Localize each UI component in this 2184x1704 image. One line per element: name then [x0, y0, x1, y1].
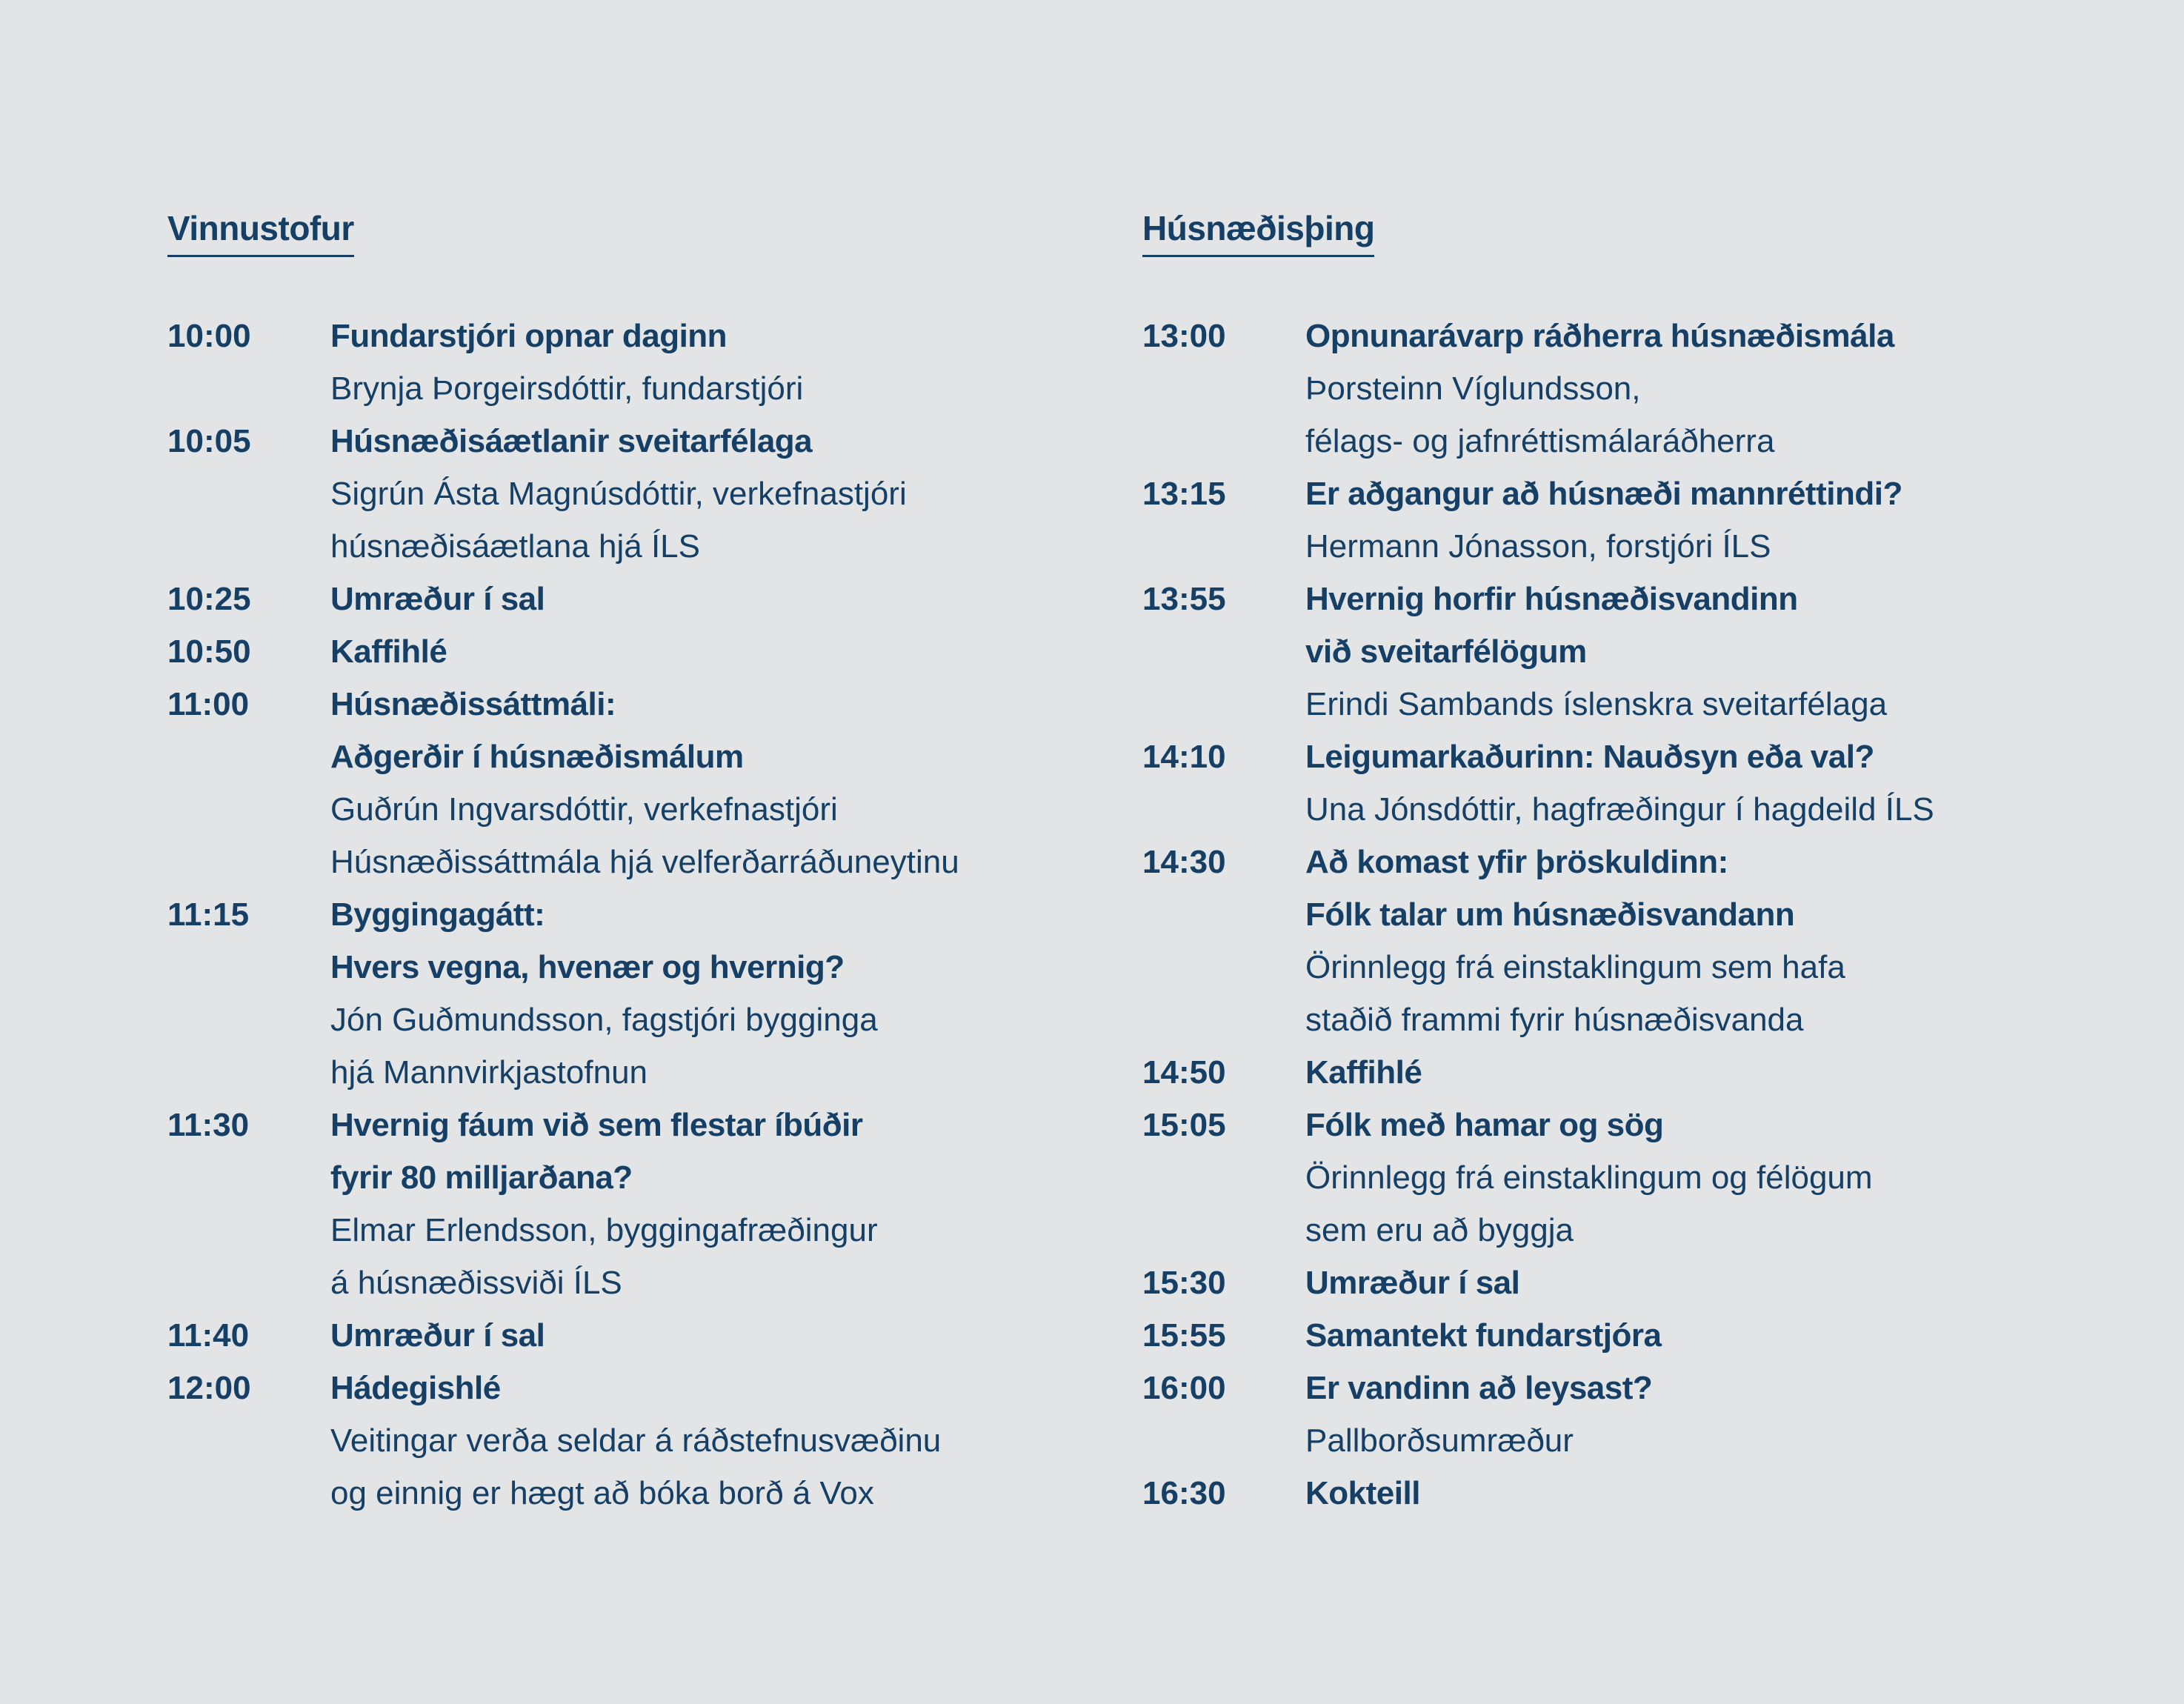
session-title-line: Hvernig horfir húsnæðisvandinn [1305, 581, 1798, 617]
schedule-content [1305, 1309, 2105, 1362]
schedule-time: 15:55 [1142, 1317, 1226, 1354]
schedule-content [330, 1362, 1086, 1520]
schedule-item [1142, 1467, 2105, 1520]
session-title-line: Byggingagátt: [330, 896, 545, 933]
schedule-content [1305, 1467, 2105, 1520]
schedule-item [1142, 1309, 2105, 1362]
session-title-line: Hvers vegna, hvenær og hvernig? [330, 949, 845, 985]
schedule-time: 12:00 [167, 1370, 251, 1406]
schedule-content [330, 678, 1086, 888]
session-speaker-line: húsnæðisáætlana hjá ÍLS [330, 528, 700, 565]
schedule-time: 16:00 [1142, 1370, 1226, 1406]
session-title-line: Kaffihlé [1305, 1054, 1422, 1091]
schedule-content [330, 1309, 1086, 1362]
session-speaker-line: Þorsteinn Víglundsson, [1305, 370, 1641, 407]
session-speaker-line: Elmar Erlendsson, byggingafræðingur [330, 1212, 878, 1248]
schedule-time: 10:50 [167, 633, 251, 670]
session-title-line: við sveitarfélögum [1305, 633, 1587, 670]
session-title-line: Umræður í sal [330, 581, 545, 617]
schedule-item [167, 310, 1086, 415]
schedule-content [330, 625, 1086, 678]
session-title-line: Samantekt fundarstjóra [1305, 1317, 1662, 1354]
schedule-content [1305, 467, 2105, 573]
session-speaker-line: Sigrún Ásta Magnúsdóttir, verkefnastjóri [330, 476, 907, 512]
schedule-list [167, 310, 1086, 1520]
schedule-item [1142, 1362, 2105, 1467]
schedule-content [330, 415, 1086, 573]
session-title-line: Hádegishlé [330, 1370, 501, 1406]
schedule-item [167, 1099, 1086, 1309]
schedule-content [1305, 836, 2105, 1046]
session-speaker-line: Veitingar verða seldar á ráðstefnusvæðinu [330, 1422, 942, 1459]
schedule-time: 10:00 [167, 318, 251, 354]
session-speaker-line: Hermann Jónasson, forstjóri ÍLS [1305, 528, 1771, 565]
session-title-line: Aðgerðir í húsnæðismálum [330, 739, 744, 775]
schedule-item [1142, 467, 2105, 573]
session-speaker-line: Brynja Þorgeirsdóttir, fundarstjóri [330, 370, 804, 407]
schedule-content [330, 888, 1086, 1099]
session-speaker-line: Guðrún Ingvarsdóttir, verkefnastjóri [330, 791, 838, 828]
schedule-time: 11:30 [167, 1107, 250, 1143]
schedule-time: 13:00 [1142, 318, 1226, 354]
schedule-time: 14:30 [1142, 844, 1226, 880]
schedule-item [167, 573, 1086, 625]
schedule-item [1142, 1046, 2105, 1099]
schedule-item [1142, 310, 2105, 467]
session-speaker-line: á húsnæðissviði ÍLS [330, 1265, 622, 1301]
session-speaker-line: Una Jónsdóttir, hagfræðingur í hagdeild ÍLS [1305, 791, 1934, 828]
schedule-list [1142, 310, 2105, 1520]
schedule-content [1305, 730, 2105, 836]
schedule-item [167, 415, 1086, 573]
session-title-line: Að komast yfir þröskuldinn: [1305, 844, 1728, 880]
schedule-item [167, 678, 1086, 888]
schedule-time: 13:15 [1142, 476, 1226, 512]
schedule-item [167, 1309, 1086, 1362]
session-speaker-line: hjá Mannvirkjastofnun [330, 1054, 648, 1091]
session-title-line: Húsnæðisáætlanir sveitarfélaga [330, 423, 813, 459]
session-title-line: Leigumarkaðurinn: Nauðsyn eða val? [1305, 739, 1874, 775]
session-title-line: Kokteill [1305, 1475, 1420, 1511]
schedule-time: 14:10 [1142, 739, 1226, 775]
schedule-time: 11:15 [167, 896, 250, 933]
session-speaker-line: Örinnlegg frá einstaklingum sem hafa [1305, 949, 1845, 985]
schedule-time: 10:25 [167, 581, 251, 617]
schedule-item [1142, 1257, 2105, 1309]
session-speaker-line: Pallborðsumræður [1305, 1422, 1574, 1459]
session-speaker-line: Örinnlegg frá einstaklingum og félögum [1305, 1159, 1873, 1196]
schedule-time: 15:05 [1142, 1107, 1226, 1143]
session-title-line: Fólk talar um húsnæðisvandann [1305, 896, 1795, 933]
session-title-line: Fólk með hamar og sög [1305, 1107, 1664, 1143]
section-heading: Húsnæðisþing [1142, 204, 1374, 257]
schedule-item [167, 888, 1086, 1099]
schedule-item [1142, 836, 2105, 1046]
session-title-line: Hvernig fáum við sem flestar íbúðir [330, 1107, 863, 1143]
section-heading: Vinnustofur [167, 204, 354, 257]
schedule-content [330, 1099, 1086, 1309]
schedule-time: 11:40 [167, 1317, 250, 1354]
session-speaker-line: sem eru að byggja [1305, 1212, 1574, 1248]
schedule-time: 13:55 [1142, 581, 1226, 617]
schedule-item [1142, 1099, 2105, 1257]
session-title-line: Kaffihlé [330, 633, 447, 670]
session-title-line: Er vandinn að leysast? [1305, 1370, 1653, 1406]
schedule-item [1142, 730, 2105, 836]
session-title-line: fyrir 80 milljarðana? [330, 1159, 633, 1196]
session-speaker-line: Erindi Sambands íslenskra sveitarfélaga [1305, 686, 1888, 722]
schedule-content [1305, 1099, 2105, 1257]
schedule-item [167, 625, 1086, 678]
schedule-content [330, 310, 1086, 415]
schedule-item [167, 1362, 1086, 1520]
schedule-content [1305, 310, 2105, 467]
session-title-line: Umræður í sal [1305, 1265, 1520, 1301]
schedule-time: 16:30 [1142, 1475, 1226, 1511]
session-title-line: Húsnæðissáttmáli: [330, 686, 616, 722]
schedule-content [330, 573, 1086, 625]
schedule-time: 11:00 [167, 686, 250, 722]
session-title-line: Fundarstjóri opnar daginn [330, 318, 728, 354]
session-speaker-line: og einnig er hægt að bóka borð á Vox [330, 1475, 874, 1511]
session-speaker-line: Jón Guðmundsson, fagstjóri bygginga [330, 1002, 878, 1038]
session-speaker-line: Húsnæðissáttmála hjá velferðarráðuneytinu [330, 844, 959, 880]
schedule-time: 14:50 [1142, 1054, 1226, 1091]
schedule-content [1305, 1046, 2105, 1099]
session-title-line: Opnunarávarp ráðherra húsnæðismála [1305, 318, 1894, 354]
schedule-content [1305, 1362, 2105, 1467]
schedule-time: 15:30 [1142, 1265, 1226, 1301]
session-speaker-line: félags- og jafnréttismálaráðherra [1305, 423, 1775, 459]
session-speaker-line: staðið frammi fyrir húsnæðisvanda [1305, 1002, 1804, 1038]
session-title-line: Umræður í sal [330, 1317, 545, 1354]
schedule-content [1305, 573, 2105, 730]
schedule-item [1142, 573, 2105, 730]
session-title-line: Er aðgangur að húsnæði mannréttindi? [1305, 476, 1902, 512]
schedule-time: 10:05 [167, 423, 251, 459]
schedule-content [1305, 1257, 2105, 1309]
